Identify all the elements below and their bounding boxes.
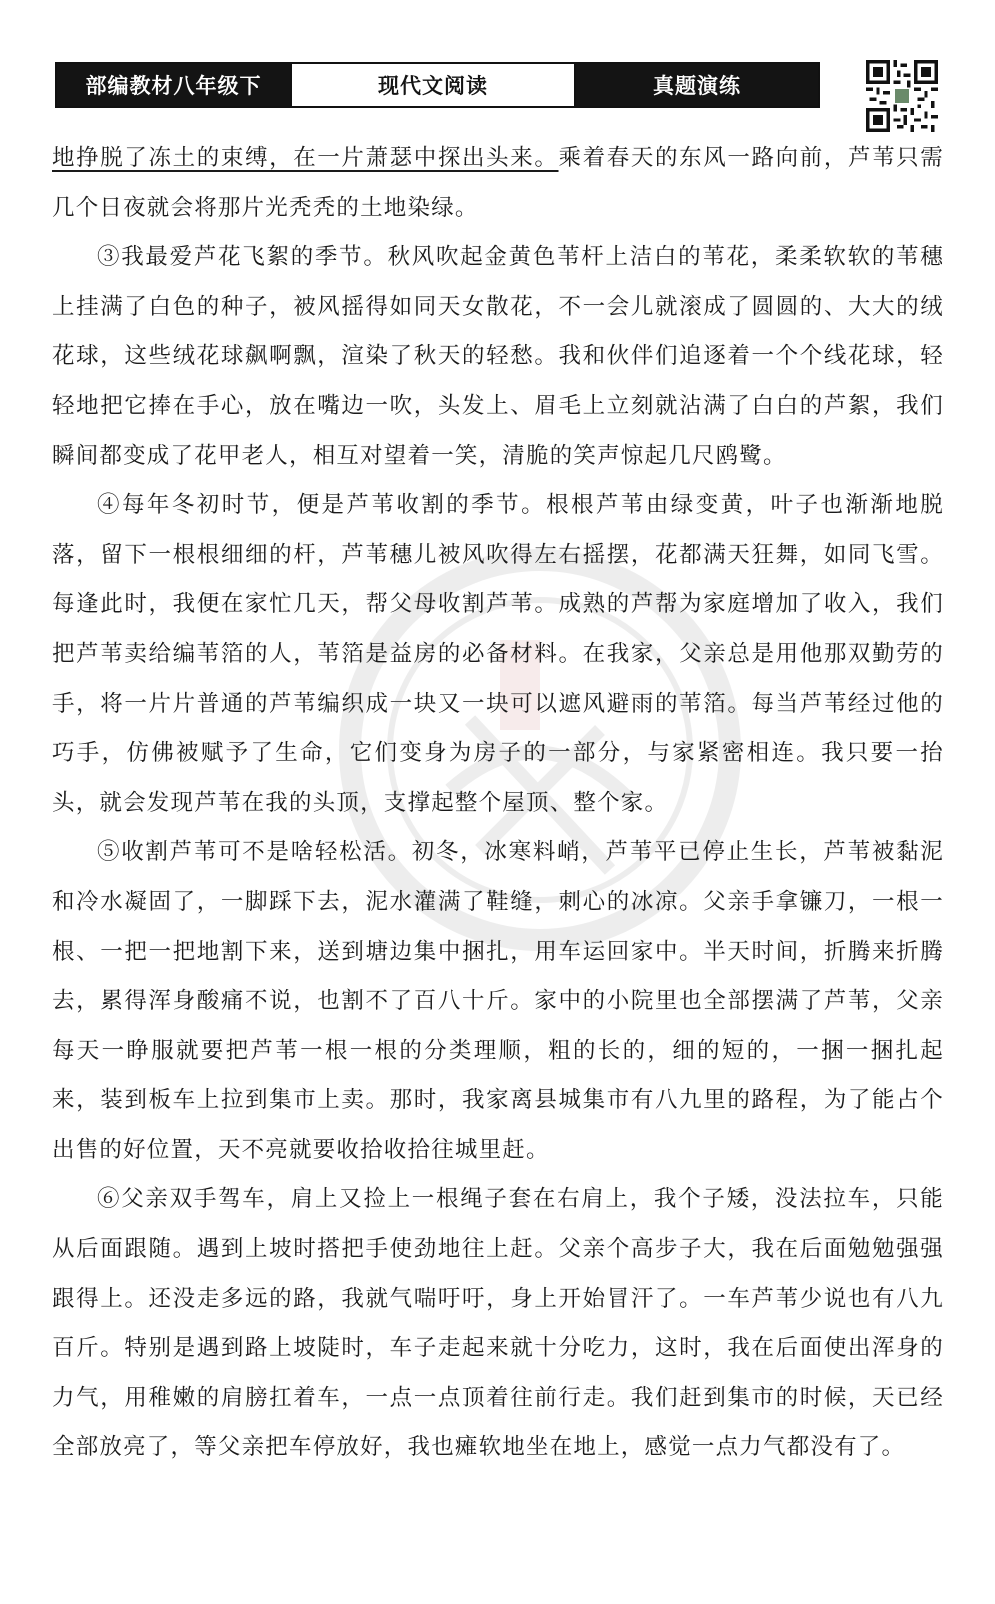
article-body [52,134,944,1473]
paragraph-2-continuation [52,134,944,233]
qr-code-icon[interactable] [866,60,938,132]
underlined-sentence: 地挣脱了冻土的束缚，在一片萧瑟中探出头来。 [52,145,559,171]
paragraph-5: ⑤收割芦苇可不是啥轻松活。初冬，冰寒料峭，芦苇平已停止生长，芦苇被黏泥和冷水凝固了，一脚踩下去，泥水灌满了鞋缝，刺心的冰凉。父亲手拿镰刀，一根一根、一把一把地割下来，送到塘边集中捆扎，用车运回家中。半天时间，折腾来折腾去，累得浑身酸痛不说，也割不了百八十斤。家中的小院里也全部摆满了芦苇，父亲每天一睁服就要把芦苇一根一根的分类理顺，粗的长的，细的短的，一捆一捆扎起来，装到板车上拉到集市上卖。那时，我家离县城集市有八九里的路程，为了能占个出售的好位置，天不亮就要收拾收拾往城里赶。 [52,839,944,1163]
paragraph-6: ⑥父亲双手驾车，肩上又捡上一根绳子套在右肩上，我个子矮，没法拉车，只能从后面跟随。遇到上坡时搭把手使劲地往上赶。父亲个高步子大，我在后面勉勉强强跟得上。还没走多远的路，我就气喘吁吁，身上开始冒汗了。一车芦苇少说也有八九百斤。特别是遇到路上坡陡时，车子走起来就十分吃力，这时，我在后面使出浑身的力气，用稚嫩的肩膀扛着车，一点一点顶着往前行走。我们赶到集市的时候，天已经全部放亮了，等父亲把车停放好，我也瘫软地坐在地上，感觉一点力气都没有了。 [52,1186,944,1461]
header-practice-label: 真题演练 [576,64,818,106]
paragraph-4: ④每年冬初时节，便是芦苇收割的季节。根根芦苇由绿变黄，叶子也渐渐地脱落，留下一根根细细的杆，芦苇穗儿被风吹得左右摇摆，花都满天狂舞，如同飞雪。每逢此时，我便在家忙几天，帮父母收割芦苇。成熟的芦帮为家庭增加了收入，我们把芦苇卖给编苇箔的人，苇箔是益房的必备材料。在我家，父亲总是用他那双勤劳的手，将一片片普通的芦苇编织成一块又一块可以遮风避雨的苇箔。每当芦苇经过他的巧手，仿佛被赋予了生命，它们变身为房子的一部分，与家紧密相连。我只要一抬头，就会发现芦苇在我的头顶，支撑起整个屋顶、整个家。 [52,492,944,816]
header-grade-label: 部编教材八年级下 [57,64,290,106]
header-section-label: 现代文阅读 [290,64,576,106]
header-bar [55,62,820,108]
paragraph-3: ③我最爱芦花飞絮的季节。秋风吹起金黄色苇杆上洁白的苇花，柔柔软软的苇穗上挂满了白色的种子，被风摇得如同天女散花，不一会儿就滚成了圆圆的、大大的绒花球，这些绒花球飙啊飘，渲染了秋天的轻愁。我和伙伴们追逐着一个个线花球，轻轻地把它捧在手心，放在嘴边一吹，头发上、眉毛上立刻就沾满了白白的芦絮，我们瞬间都变成了花甲老人，相互对望着一笑，清脆的笑声惊起几尺鸥鹭。 [52,244,944,469]
paragraph-2-rest: 乘着春天的东风一路向前，芦苇只需几个日夜就会将那片光秃秃的土地染绿。 [52,145,945,221]
